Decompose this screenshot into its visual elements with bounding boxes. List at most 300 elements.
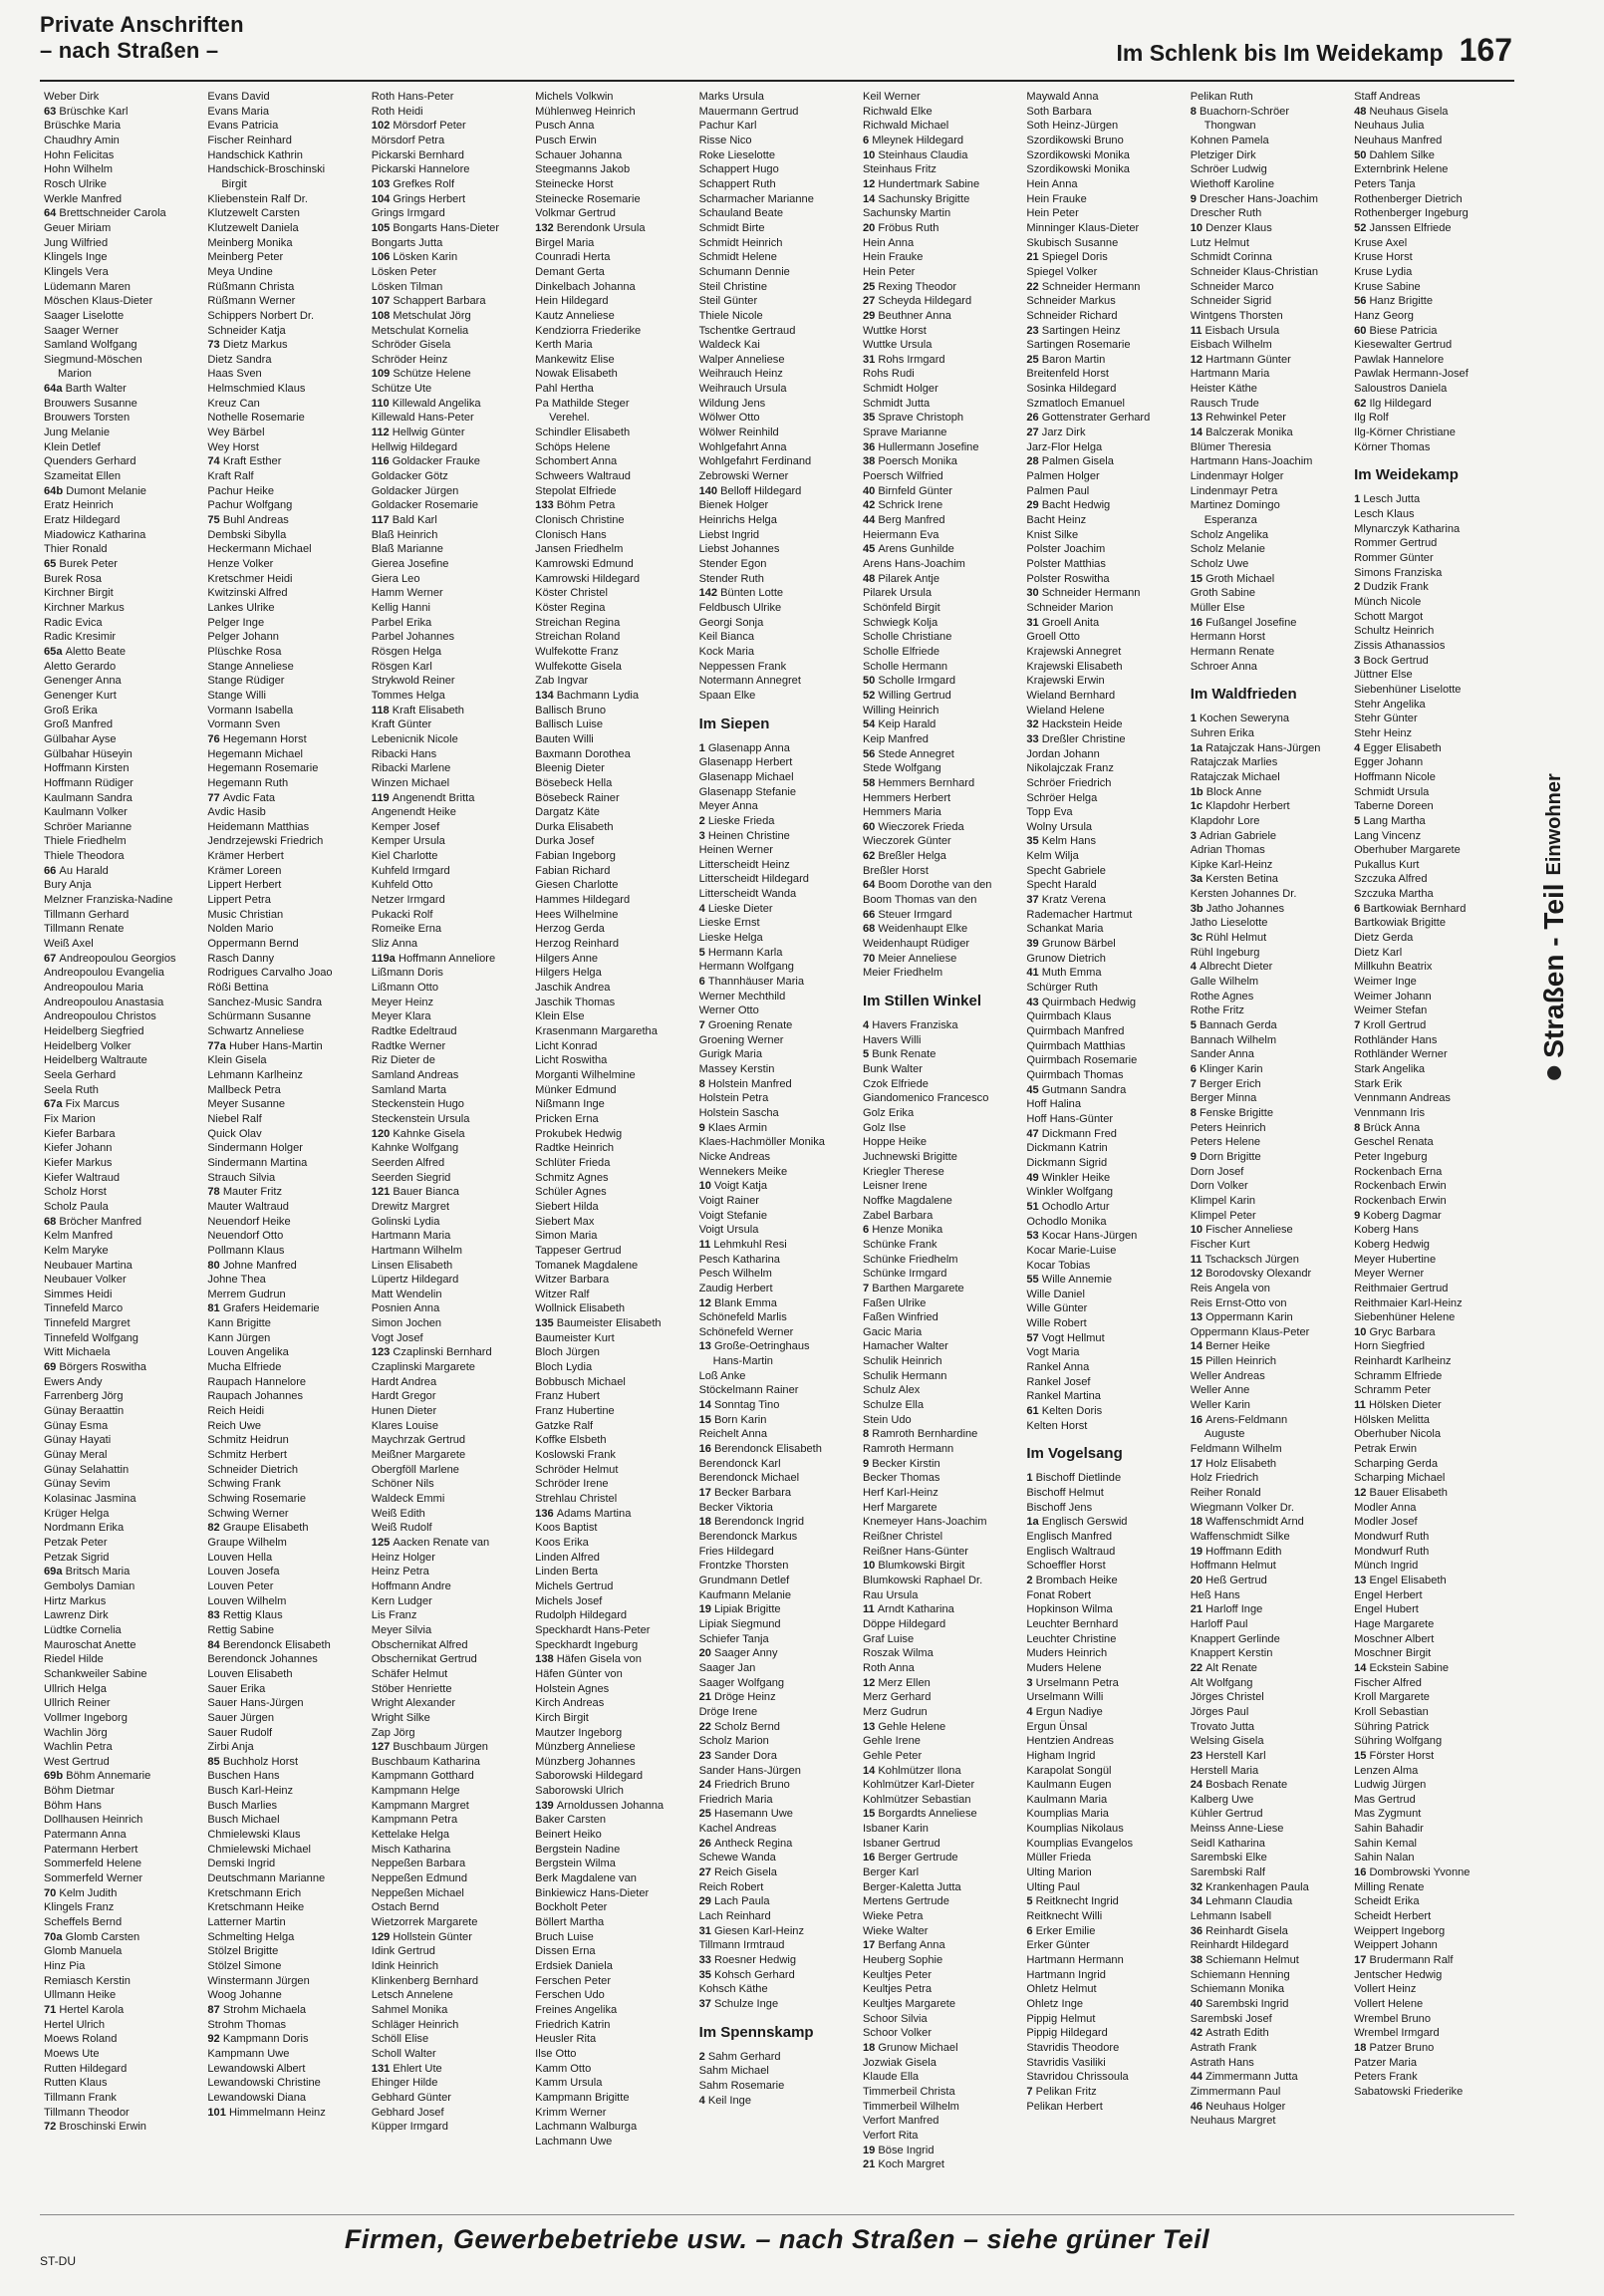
- listing-entry: [44, 981, 199, 996]
- resident-name: Spiegel Volker: [1026, 265, 1098, 278]
- listing-entry: [535, 1579, 690, 1594]
- listing-entry: [1354, 1574, 1509, 1588]
- house-number: 52: [1354, 221, 1370, 234]
- listing-entry: [1354, 1778, 1509, 1793]
- listing-entry: [1191, 1924, 1346, 1939]
- listing-entry: [1354, 1121, 1509, 1136]
- listing-entry: [1191, 250, 1346, 265]
- listing-entry: [535, 1301, 690, 1316]
- house-number: 68: [862, 923, 879, 936]
- resident-name: Szordikowski Monika: [1026, 148, 1130, 161]
- listing-entry: [1026, 864, 1182, 879]
- resident-name: Hartmann Maria: [371, 1230, 451, 1243]
- listing-entry: [699, 1325, 855, 1340]
- resident-name: Hoffmann Kirsten: [44, 762, 130, 775]
- listing-entry: [863, 1209, 1018, 1224]
- resident-name: Keultjes Peter: [862, 1968, 933, 1981]
- resident-name: Bannach Gerda: [1200, 1019, 1277, 1032]
- listing-entry: [863, 1282, 1018, 1296]
- listing-entry: [863, 747, 1018, 762]
- listing-entry: [1354, 338, 1509, 353]
- listing-entry: [207, 1215, 363, 1230]
- listing-entry: [1191, 1121, 1346, 1136]
- resident-name: Palmen Holger: [1026, 470, 1100, 483]
- resident-name: Kamm Otto: [535, 2062, 592, 2075]
- resident-name: Neuendorf Otto: [207, 1230, 284, 1243]
- resident-name: Pusch Anna: [535, 120, 595, 133]
- house-number: 12: [862, 177, 879, 190]
- listing-entry: [207, 2091, 363, 2106]
- listing-entry: [1026, 236, 1182, 251]
- resident-name: Linsen Elisabeth: [371, 1259, 453, 1272]
- resident-name: Hein Peter: [862, 265, 916, 278]
- listing-entry: [699, 411, 855, 426]
- listing-entry: [372, 1360, 527, 1375]
- resident-name: Maychrzak Gertrud: [371, 1434, 466, 1447]
- resident-name: Verehel.: [549, 412, 590, 425]
- listing-entry: [863, 1238, 1018, 1253]
- house-number: 1: [1190, 713, 1200, 725]
- resident-name: Kaulmann Eugen: [1026, 1779, 1112, 1792]
- listing-entry: [1191, 1282, 1346, 1296]
- house-number: 65a: [44, 645, 66, 658]
- resident-name: Oppermann Karin: [1205, 1311, 1293, 1324]
- resident-name: Schappert Hugo: [698, 163, 779, 176]
- resident-name: Ballisch Bruno: [535, 704, 607, 717]
- listing-entry: [1191, 1676, 1346, 1691]
- listing-entry: [1191, 572, 1346, 587]
- resident-name: Siebenhüner Helene: [1354, 1311, 1456, 1324]
- resident-name: Kiesewalter Gertrud: [1354, 339, 1453, 352]
- listing-entry: [863, 119, 1018, 134]
- resident-name: Hollstein Günter: [393, 1930, 472, 1943]
- listing-entry: [372, 572, 527, 587]
- listing-entry: [1026, 1141, 1182, 1156]
- resident-name: Bury Anja: [44, 879, 92, 892]
- resident-name: Becker Barbara: [713, 1487, 792, 1500]
- resident-name: Czaplinski Margarete: [371, 1361, 475, 1374]
- resident-name: Lang Vincenz: [1354, 829, 1422, 842]
- resident-name: Vogt Maria: [1026, 1346, 1080, 1359]
- resident-name: Bischoff Dietlinde: [1035, 1472, 1122, 1485]
- listing-entry: [372, 1843, 527, 1858]
- resident-name: Schütze Ute: [371, 383, 432, 396]
- listing-entry: [863, 1938, 1018, 1953]
- resident-name: Kelm Hans: [1041, 835, 1097, 848]
- resident-name: Scholle Hermann: [862, 660, 948, 673]
- resident-name: Parbel Johannes: [371, 631, 455, 644]
- resident-name: Johne Manfred: [222, 1259, 297, 1272]
- listing-entry: [44, 1828, 199, 1843]
- listing-entry: [1026, 513, 1182, 528]
- house-number: 5: [698, 946, 708, 959]
- resident-name: Ludwig Jürgen: [1354, 1779, 1427, 1792]
- listing-entry: [863, 805, 1018, 820]
- listing-entry: [863, 718, 1018, 732]
- listing-entry: [1191, 2070, 1346, 2085]
- resident-name: Aletto Beate: [65, 645, 127, 658]
- listing-entry: [1026, 1097, 1182, 1112]
- resident-name: Kipke Karl-Heinz: [1190, 858, 1273, 871]
- listing-entry: [1354, 1749, 1509, 1764]
- listing-entry: [372, 1009, 527, 1024]
- resident-name: Weimer Stefan: [1354, 1004, 1428, 1017]
- listing-entry: [44, 1769, 199, 1784]
- listing-entry: [207, 1492, 363, 1507]
- resident-name: Schröer Helga: [1026, 791, 1098, 804]
- house-number: 9: [1190, 1150, 1200, 1163]
- listing-entry: [1191, 2012, 1346, 2027]
- listing-entry: [1354, 522, 1509, 537]
- resident-name: Externbrink Helene: [1354, 163, 1449, 176]
- resident-name: Saager Liselotte: [44, 309, 125, 322]
- resident-name: Weihrauch Heinz: [698, 368, 783, 381]
- resident-name: Baker Carsten: [535, 1814, 607, 1827]
- resident-name: Scholz Angelika: [1190, 528, 1269, 541]
- resident-name: Obergföll Marlene: [371, 1463, 459, 1476]
- resident-name: Patermann Herbert: [44, 1843, 138, 1856]
- resident-name: Notermann Annegret: [698, 675, 801, 688]
- resident-name: Groth Michael: [1205, 572, 1275, 585]
- resident-name: Raupach Hannelore: [207, 1375, 307, 1388]
- listing-entry: [207, 1419, 363, 1434]
- resident-name: Klinger Karin: [1200, 1063, 1263, 1075]
- resident-name: Becker Viktoria: [698, 1501, 773, 1514]
- listing-entry: [1026, 221, 1182, 236]
- listing-entry: [699, 1457, 855, 1472]
- listing-entry: [372, 2106, 527, 2121]
- resident-name: Rüßmann Werner: [207, 295, 296, 308]
- resident-name: Timmerbeil Wilhelm: [862, 2100, 959, 2113]
- resident-name: Schulik Hermann: [862, 1369, 947, 1382]
- listing-entry: [207, 1755, 363, 1770]
- resident-name: Jordan Johann: [1026, 747, 1100, 760]
- listing-entry: [44, 528, 199, 543]
- house-number: 15: [698, 1413, 714, 1426]
- resident-name: Simon Jochen: [371, 1317, 442, 1330]
- resident-name: Holstein Agnes: [535, 1682, 610, 1695]
- listing-entry: [372, 119, 527, 134]
- resident-name: Litterscheidt Heinz: [698, 858, 790, 871]
- resident-name: Muth Emma: [1041, 967, 1102, 980]
- resident-name: Kampmann Gotthard: [371, 1770, 474, 1783]
- listing-entry: [699, 916, 855, 931]
- listing-entry: [1191, 469, 1346, 484]
- listing-entry: [535, 250, 690, 265]
- resident-name: Rettig Sabine: [207, 1623, 274, 1636]
- listing-entry: [699, 572, 855, 587]
- resident-name: Lewandowski Albert: [207, 2062, 306, 2075]
- resident-name: Wille Daniel: [1026, 1288, 1085, 1300]
- listing-entry: [1026, 1331, 1182, 1346]
- listing-entry: [1026, 1793, 1182, 1808]
- resident-name: Blaß Marianne: [371, 543, 443, 556]
- listing-entry: [1191, 630, 1346, 645]
- resident-name: Tillmann Gerhard: [44, 908, 130, 921]
- listing-entry: [535, 1974, 690, 1989]
- resident-name: Louven Wilhelm: [207, 1594, 287, 1607]
- resident-name: Havers Willi: [862, 1033, 922, 1046]
- listing-entry: [699, 324, 855, 339]
- listing-entry: [1026, 2012, 1182, 2027]
- resident-name: Mauermann Gertrud: [698, 105, 799, 118]
- listing-entry: [1191, 1325, 1346, 1340]
- house-number: 28: [1026, 455, 1042, 468]
- listing-entry: [863, 1165, 1018, 1180]
- resident-name: Giera Leo: [371, 572, 420, 585]
- listing-entry: [207, 1288, 363, 1302]
- resident-name: Peters Heinrich: [1190, 1121, 1266, 1134]
- resident-name: Knist Silke: [1026, 528, 1079, 541]
- resident-name: Schwing Frank: [207, 1478, 281, 1491]
- resident-name: Schröder Irene: [535, 1478, 609, 1491]
- resident-name: Juchnewski Brigitte: [862, 1150, 957, 1163]
- resident-name: Bosbach Renate: [1205, 1779, 1288, 1792]
- listing-entry: [44, 1448, 199, 1463]
- listing-entry: [863, 309, 1018, 324]
- listing-entry: [44, 1784, 199, 1799]
- resident-name: Borgardts Anneliese: [878, 1808, 977, 1821]
- resident-name: Birgit: [221, 177, 247, 190]
- resident-name: Steinecke Rosemarie: [535, 192, 641, 205]
- resident-name: Mauter Fritz: [222, 1186, 282, 1199]
- resident-name: Gurigk Maria: [698, 1048, 763, 1061]
- listing-entry: [372, 805, 527, 820]
- resident-name: Radtke Edeltraud: [371, 1025, 457, 1037]
- resident-name: Waffenschmidt Silke: [1190, 1531, 1290, 1543]
- listing-entry: [1026, 689, 1182, 704]
- resident-name: Kann Jürgen: [207, 1331, 271, 1344]
- resident-name: Busch Marlies: [207, 1799, 278, 1812]
- listing-entry: [207, 367, 363, 382]
- resident-name: Scheyda Hildegard: [878, 295, 972, 308]
- resident-name: Schoor Silvia: [862, 2012, 928, 2025]
- resident-name: Stöckelmann Rainer: [698, 1384, 799, 1397]
- resident-name: Demant Gerta: [535, 265, 605, 278]
- resident-name: Schiemann Henning: [1190, 1968, 1290, 1981]
- listing-entry: [699, 1442, 855, 1457]
- resident-name: Klingels Franz: [44, 1901, 115, 1914]
- resident-name: Pusch Erwin: [535, 134, 597, 146]
- listing-entry: [44, 1477, 199, 1492]
- resident-name: Feldmann Wilhelm: [1190, 1443, 1282, 1456]
- listing-entry: [1191, 785, 1346, 800]
- resident-name: Kamm Ursula: [535, 2077, 603, 2090]
- house-number: 22: [1026, 280, 1042, 293]
- resident-name: Heister Käthe: [1190, 383, 1257, 396]
- listing-entry: [44, 572, 199, 587]
- house-number: 64: [862, 879, 879, 892]
- listing-entry: [535, 1930, 690, 1945]
- listing-entry: [1026, 747, 1182, 762]
- resident-name: Kroll Gertrud: [1363, 1019, 1427, 1032]
- resident-name: Sarembski Ralf: [1190, 1866, 1265, 1879]
- resident-name: Rasch Danny: [207, 952, 274, 965]
- listing-entry: [699, 1282, 855, 1296]
- resident-name: Rankel Josef: [1026, 1375, 1091, 1388]
- resident-name: Berendonck Johannes: [207, 1653, 318, 1666]
- resident-name: Tinnefeld Margret: [44, 1317, 131, 1330]
- resident-name: Hunen Dieter: [371, 1405, 437, 1418]
- resident-name: Jentscher Hedwig: [1354, 1968, 1443, 1981]
- resident-name: Szmatloch Emanuel: [1026, 397, 1126, 410]
- house-number: 4: [862, 1019, 873, 1032]
- listing-entry: [44, 1156, 199, 1171]
- resident-name: Thiele Nicole: [698, 309, 763, 322]
- resident-name: Lippert Petra: [207, 894, 271, 907]
- resident-name: Schläger Heinrich: [371, 2018, 459, 2031]
- listing-entry: [1354, 1354, 1509, 1369]
- resident-name: Kliebenstein Ralf Dr.: [207, 192, 308, 205]
- listing-entry: [1354, 1559, 1509, 1574]
- resident-name: Rommer Günter: [1354, 552, 1434, 565]
- listing-entry: [207, 1974, 363, 1989]
- resident-name: Dorn Volker: [1190, 1180, 1248, 1193]
- listing-continuation: [1191, 1427, 1346, 1442]
- resident-name: Münzberg Anneliese: [535, 1741, 636, 1754]
- resident-name: Dargatz Käte: [535, 806, 600, 819]
- listing-entry: [699, 1545, 855, 1560]
- resident-name: Thiele Friedhelm: [44, 835, 127, 848]
- house-number: 3: [1190, 829, 1200, 842]
- street-heading: Im Waldfrieden: [1190, 686, 1297, 704]
- listing-entry: [372, 1039, 527, 1054]
- resident-name: Pilarek Ursula: [862, 587, 933, 600]
- house-number: 51: [1026, 1200, 1042, 1213]
- resident-name: Schröer Friedrich: [1026, 776, 1112, 789]
- listing-entry: [1354, 1602, 1509, 1617]
- listing-entry: [863, 1705, 1018, 1720]
- resident-name: Bachmann Lydia: [556, 689, 639, 702]
- resident-name: Heinz Holger: [371, 1551, 435, 1564]
- resident-name: Chmielewski Michael: [207, 1843, 311, 1856]
- resident-name: Wieczorek Frieda: [878, 820, 964, 833]
- listing-entry: [699, 119, 855, 134]
- listing-entry: [372, 732, 527, 747]
- listing-entry: [44, 382, 199, 397]
- resident-name: Fix Marion: [44, 1112, 96, 1125]
- listing-entry: [699, 192, 855, 207]
- listing-entry: [44, 192, 199, 207]
- resident-name: Moschner Birgit: [1354, 1647, 1432, 1660]
- house-number: 123: [371, 1346, 394, 1359]
- resident-name: Berendonk Ursula: [556, 221, 646, 234]
- resident-name: Golz Erika: [862, 1106, 915, 1119]
- resident-name: Wulfekotte Gisela: [535, 660, 622, 673]
- resident-name: Mauter Waltraud: [207, 1200, 289, 1213]
- house-number: 5: [1026, 1895, 1036, 1908]
- listing-entry: [1191, 1778, 1346, 1793]
- listing-entry: [1354, 148, 1509, 163]
- house-number: 9: [862, 1457, 873, 1470]
- resident-name: Noffke Magdalene: [862, 1194, 952, 1207]
- house-number: 70: [862, 952, 879, 965]
- listing-entry: [44, 542, 199, 557]
- house-number: 110: [371, 397, 393, 410]
- listing-entry: [1026, 206, 1182, 221]
- house-number: 15: [1190, 1355, 1206, 1368]
- listing-entry: [1191, 1398, 1346, 1413]
- listing-entry: [535, 820, 690, 835]
- resident-name: Nordmann Erika: [44, 1522, 125, 1535]
- listing-entry: [863, 1047, 1018, 1062]
- resident-name: Freines Angelika: [535, 2003, 618, 2016]
- resident-name: Ratajczak Michael: [1190, 770, 1280, 783]
- listing-entry: [207, 1185, 363, 1200]
- resident-name: Schindler Elisabeth: [535, 427, 631, 439]
- resident-name: Merz Ellen: [878, 1676, 931, 1689]
- listing-entry: [535, 162, 690, 177]
- listing-entry: [535, 1083, 690, 1098]
- resident-name: Karapolat Songül: [1026, 1764, 1112, 1777]
- listing-entry: [699, 1310, 855, 1325]
- listing-entry: [372, 440, 527, 455]
- listing-entry: [1026, 1171, 1182, 1186]
- resident-name: Zirbi Anja: [207, 1741, 254, 1754]
- house-number: 14: [1354, 1661, 1370, 1674]
- resident-name: Klutzewelt Daniela: [207, 221, 299, 234]
- listing-entry: [207, 572, 363, 587]
- resident-name: Strykwold Reiner: [371, 675, 455, 688]
- resident-name: Thannhäuser Maria: [707, 976, 805, 989]
- resident-name: Bienek Holger: [698, 499, 769, 512]
- resident-name: Keil Werner: [862, 91, 921, 103]
- listing-entry: [1191, 557, 1346, 572]
- listing-entry: [44, 1565, 199, 1579]
- resident-name: Arndt Katharina: [877, 1603, 954, 1616]
- house-number: 13: [1354, 1574, 1370, 1586]
- listing-entry: [207, 1551, 363, 1566]
- resident-name: Reich Uwe: [207, 1419, 262, 1432]
- house-number: 107: [371, 295, 394, 308]
- resident-name: Rexing Theodor: [878, 280, 957, 293]
- resident-name: Grefkes Rolf: [393, 177, 455, 190]
- listing-entry: [1026, 2100, 1182, 2115]
- resident-name: Woog Johanne: [207, 1989, 282, 2002]
- resident-name: Prokubek Hedwig: [535, 1127, 623, 1140]
- listing-entry: [699, 1004, 855, 1018]
- resident-name: Wietzorrek Margarete: [371, 1916, 478, 1929]
- listing-entry: [372, 864, 527, 879]
- listing-entry: [1026, 1156, 1182, 1171]
- resident-name: Hilgers Helga: [535, 967, 602, 980]
- resident-name: Stark Erik: [1354, 1077, 1403, 1090]
- resident-name: Steegmanns Jakob: [535, 163, 631, 176]
- listing-entry: [535, 834, 690, 849]
- resident-name: Kretschmann Erich: [207, 1886, 302, 1899]
- resident-name: Koos Baptist: [535, 1522, 598, 1535]
- resident-name: Schönfeld Birgit: [862, 601, 940, 614]
- listing-entry: [863, 1837, 1018, 1852]
- resident-name: Knemeyer Hans-Joachim: [862, 1516, 987, 1529]
- resident-name: Pilarek Antje: [878, 572, 940, 585]
- listing-entry: [207, 1711, 363, 1726]
- house-number: 69: [44, 1361, 60, 1374]
- listing-entry: [699, 1150, 855, 1165]
- house-number: 7: [1190, 1077, 1200, 1090]
- resident-name: Rüßmann Christa: [207, 280, 295, 293]
- listing-entry: [1026, 1602, 1182, 1617]
- listing-entry: [535, 1726, 690, 1741]
- resident-name: Brück Anna: [1363, 1121, 1421, 1134]
- resident-name: Henze Volker: [207, 558, 274, 570]
- listing-entry: [863, 1661, 1018, 1676]
- resident-name: Music Christian: [207, 908, 284, 921]
- listing-entry: [1191, 1209, 1346, 1224]
- listing-entry: [1354, 250, 1509, 265]
- house-number: 7: [1026, 2085, 1036, 2098]
- listing-entry: [1354, 2041, 1509, 2056]
